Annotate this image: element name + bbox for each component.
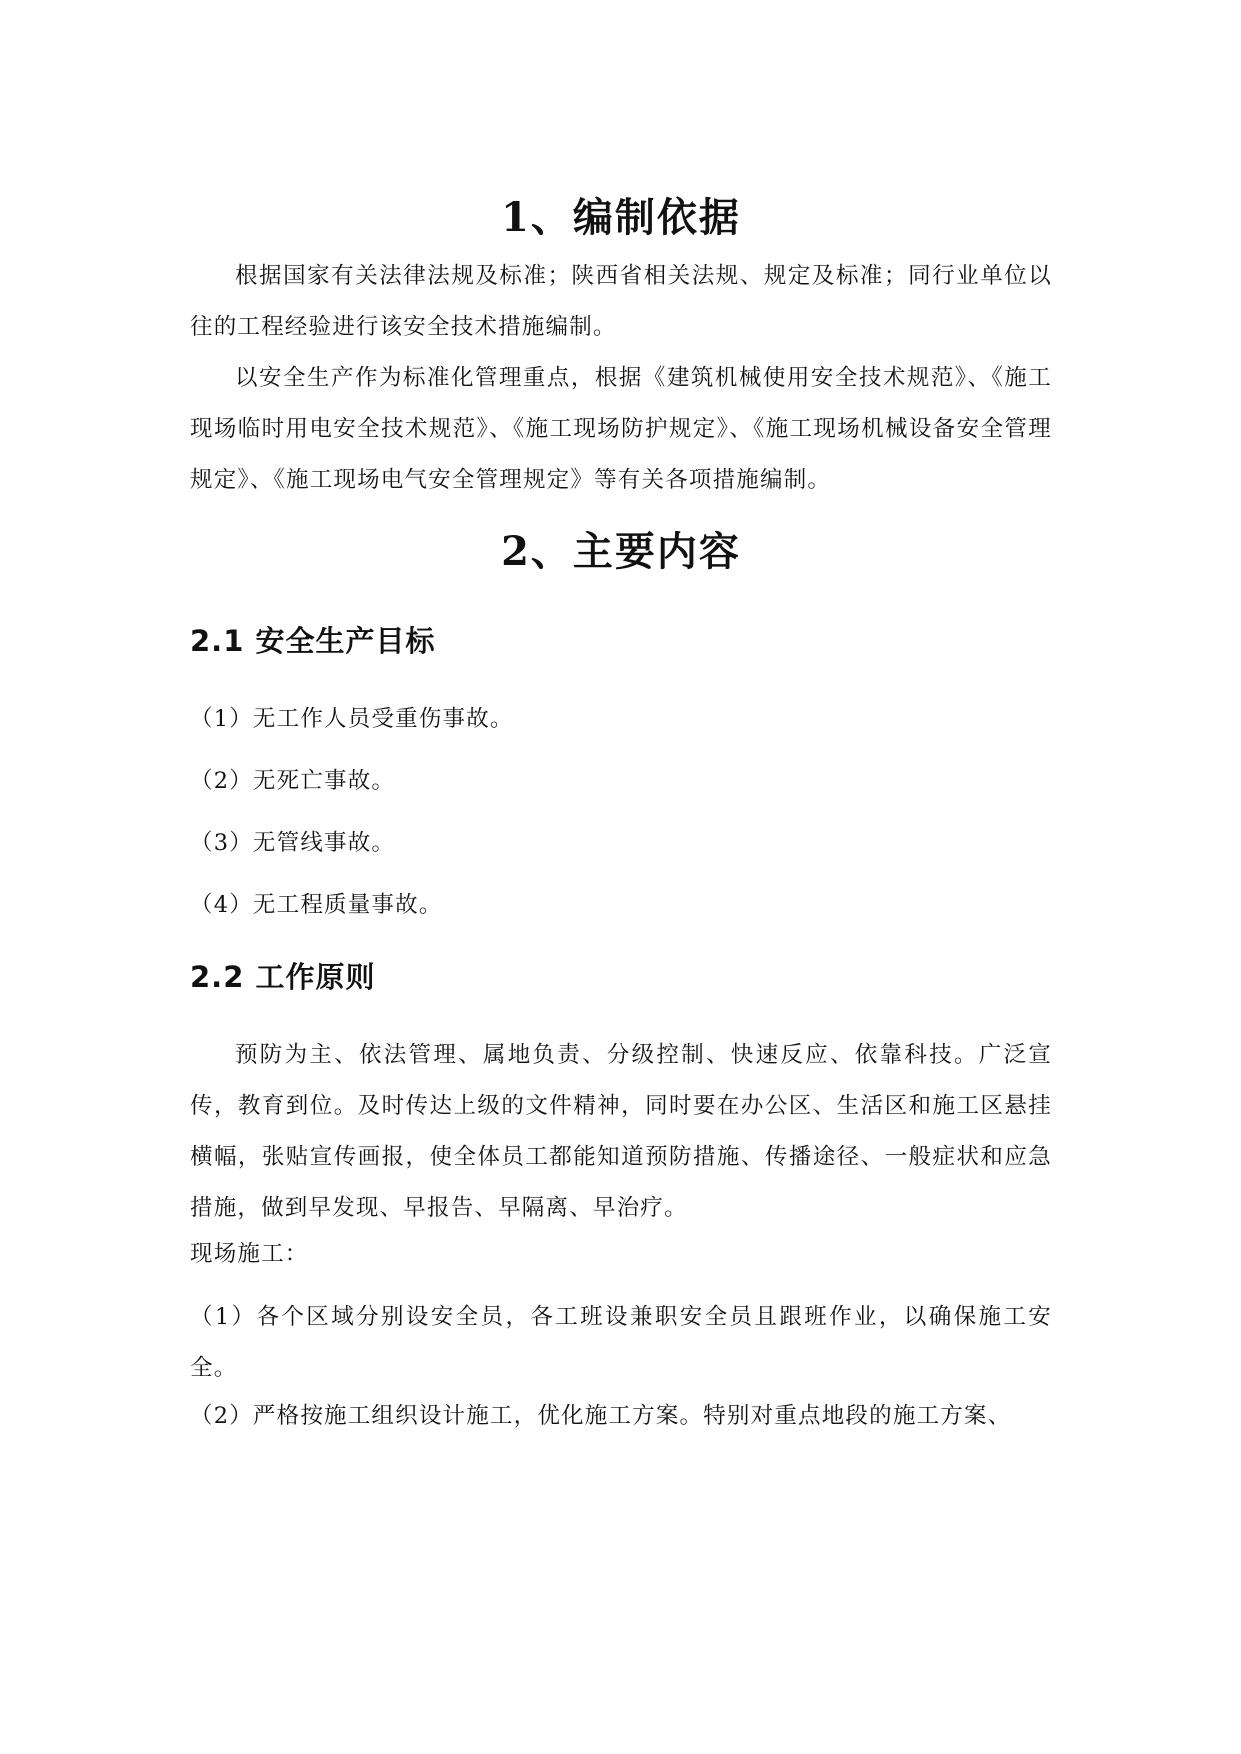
section-1-paragraph-2: 以安全生产作为标准化管理重点，根据《建筑机械使用安全技术规范》、《施工现场临时用电安全技术规范》、《施工现场防护规定》、《施工现场机械设备安全管理规定》、《施工现场电气安全管理规定》等有关各项措施编制。 [190, 365, 1052, 493]
section-1-heading: 1、编制依据 [501, 194, 741, 241]
section-1-paragraph-1: 根据国家有关法律法规及标准；陕西省相关法规、规定及标准；同行业单位以往的工程经验进行该安全技术措施编制。 [190, 263, 1052, 340]
goal-item-1: （1）无工作人员受重伤事故。 [190, 706, 514, 732]
goal-item-4: （4）无工程质量事故。 [190, 892, 443, 918]
principle-paragraph: 预防为主、依法管理、属地负责、分级控制、快速反应、依靠科技。广泛宣传，教育到位。及时传达上级的文件精神，同时要在办公区、生活区和施工区悬挂横幅，张贴宣传画报，使全体员工都能知道预防措施、传播途径、一般症状和应急措施，做到早发现、早报告、早隔离、早治疗。 [190, 1042, 1052, 1221]
goal-item-2: （2）无死亡事故。 [190, 768, 396, 794]
goal-item-3: （3）无管线事故。 [190, 830, 396, 856]
site-item-1: （1）各个区域分别设安全员，各工班设兼职安全员且跟班作业，以确保施工安全。 [190, 1304, 1052, 1381]
site-construction-label: 现场施工： [190, 1241, 309, 1267]
section-2-heading: 2、主要内容 [501, 528, 741, 575]
site-item-2: （2）严格按施工组织设计施工，优化施工方案。特别对重点地段的施工方案、 [190, 1403, 1012, 1429]
subsection-2-1-heading: 2.1 安全生产目标 [190, 624, 436, 658]
subsection-2-2-heading: 2.2 工作原则 [190, 960, 376, 994]
